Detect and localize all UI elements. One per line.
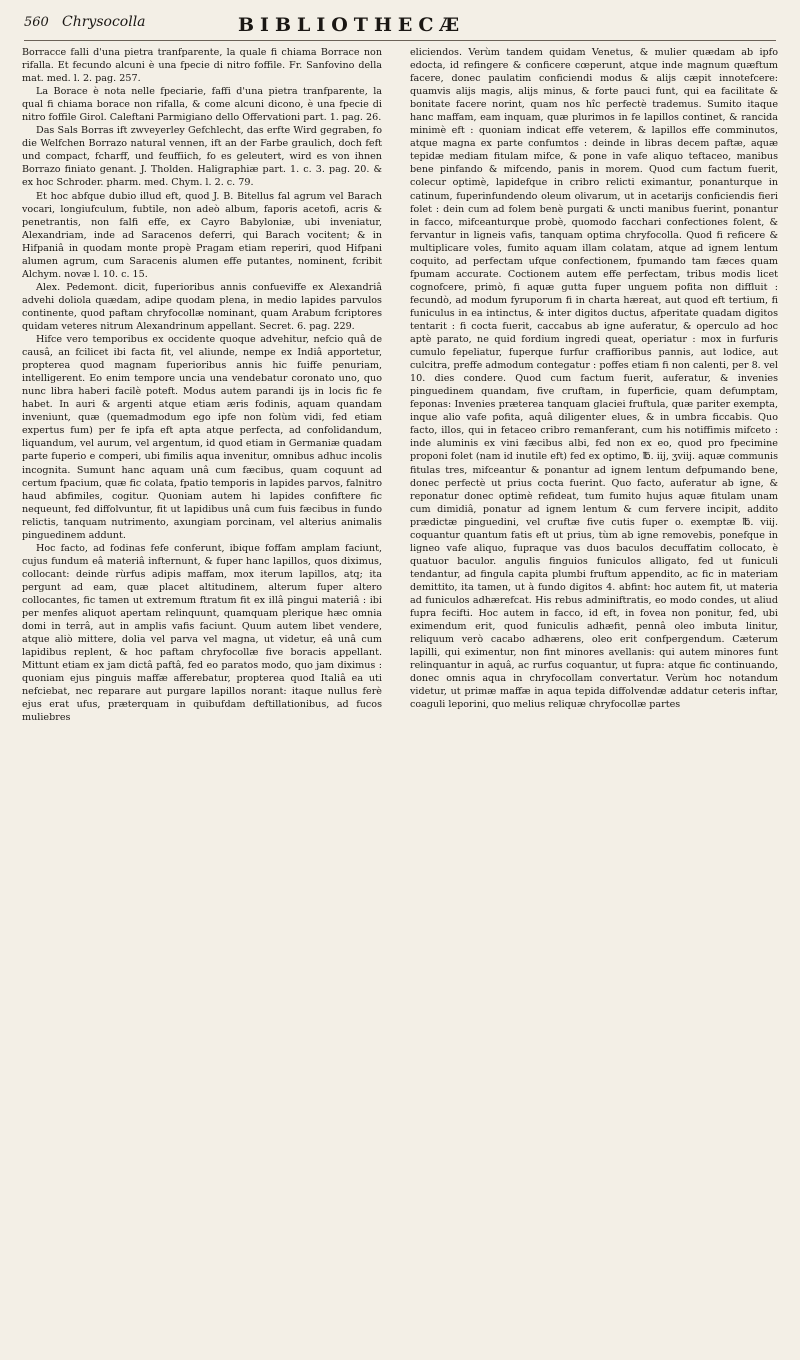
paragraph: Hoc facto, ad fodinas fefe conferunt, ibique foffam amplam faciunt, cujus fundum eâ materiâ infternunt, & fuper hanc lapillos, quos diximus, collocant: deinde rùrfus adipis maffam, mox iterum lapillos, atq; ita pergunt ad eam, quæ placet altitudinem, alterum fuper altero collocantes, fic tamen ut extremum ftratum fit ex illâ pingui materiâ : ibi per menfes aliquot apertam relinquunt, quamquam plerique hæc omnia domi in terrâ, aut in amplis vafis faciunt. Quum autem libet vendere, atque aliò mittere, dolia vel parva vel magna, ut videtur, eâ unâ cum lapidibus replent, & hoc paftam chryfocollæ five boracis appellant. Mittunt etiam ex jam dictâ paftâ, fed eo paratos modo, quo jam diximus : quoniam ejus pinguis maffæ afferebatur, propterea quod Italiâ ea uti nefciebat, nec reparare aut purgare lapillos norant: itaque nullus ferè ejus erat ufus, præterquam in quibufdam deftillationibus, ad fucos muliebres xyxy=(22,542,382,724)
paragraph: Alex. Pedemont. dicit, fuperioribus annis confueviffe ex Alexandriâ advehi doliola quædam, adipe quodam plena, in medio lapides parvulos continente, quod paftam chryfocollæ nominant, quam Arabum fcriptores quidam veteres nitrum Alexandrinum appellant. Secret. 6. pag. 229. xyxy=(22,281,382,332)
paragraph: Hifce vero temporibus ex occidente quoque advehitur, nefcio quâ de causâ, an fcilicet ibi facta fit, vel aliunde, nempe ex Indiâ apportetur, propterea quod magnam fuperioribus annis hic fuiffe penuriam, intelligerent. Eo enim tempore uncia una vendebatur coronato uno, quo nunc libra haberi facilè poteft. Modus autem parandi ijs in locis fic fe habet. In auri & argenti atque etiam æris fodinis, aquam quandam inveniunt, quæ (quemadmodum ego ipfe non folùm vidi, fed etiam expertus fum) per fe ipfa eft apta atque perfecta, ad confolidandum, liquandum, vel aurum, vel argentum, id quod etiam in Germaniæ quadam parte fuperio e comperi, ubi fimilis aqua invenitur, omnibus adhuc incolis incognita. Sumunt hanc aquam unâ cum fæcibus, quam coquunt ad certum fpacium, quæ fic colata, fpatio temporis in lapides parvos, falnitro haud abfimiles, cogitur. Quoniam autem hi lapides confiftere fic nequeunt, fed diffolvuntur, fit ut lapidibus unâ cum fuis fæcibus in fundo relictis, tanquam nutrimento, axungiam porcinam, vel alterius animalis pinguedinem addunt. xyxy=(22,334,382,541)
page-title: BIBLIOTHECÆ xyxy=(238,14,466,36)
running-head: Chrysocolla xyxy=(62,14,146,30)
header-rule xyxy=(24,40,776,41)
page-header xyxy=(24,14,776,40)
left-column xyxy=(22,46,382,1346)
paragraph: Borracce falli d'una pietra tranfparente, la quale fi chiama Borrace non rifalla. Et fecundo alcuni è una fpecie di nitro foffile. Fr. Sanfovino della mat. med. l. 2. pag. 257. xyxy=(22,47,382,85)
paragraph: Et hoc abfque dubio illud eft, quod J. B. Bitellus fal agrum vel Barach vocari, longiufculum, fubtile, non adeò album, faporis acetofi, acris & penetrantis, non falfi effe, ex Cayro Babyloniæ, ubi inveniatur, Alexandriam, inde ad Saracenos deferri, qui Barach vocitent; & in Hifpaniâ in quodam monte propè Pragam etiam reperiri, quod Hifpani alumen agrum, cum Saracenis alumen effe putantes, nominent, fcribit Alchym. novæ l. 10. c. 15. xyxy=(22,190,382,280)
paragraph: La Borace è nota nelle fpeciarie, faffi d'una pietra tranfparente, la qual fi chiama borace non rifalla, & come alcuni dicono, è una fpecie di nitro foffile Girol. Caleftani Parmigiano dello Offervationi part. 1. pag. 26. xyxy=(22,86,382,124)
paragraph: eliciendos. Verùm tandem quidam Venetus, & mulier quædam ab ipfo edocta, id refingere & conficere cœperunt, atque inde magnum quæftum facere, donec paulatim conficiendi modus & alijs cæpit innotefcere: quamvis alijs magis, alijs minus, & forte pauci funt, qui ea facilitate & bonitate facere norint, quam nos hîc perfectè trademus. Sumito itaque hanc maffam, eam inquam, quæ plurimos in fe lapillos continet, & rancida minimè eft : quoniam indicat effe veterem, & lapillos effe comminutos, atque magna ex parte confumtos : deinde in libras decem paftæ, aquæ tepidæ mediam fitulam mifce, & pone in vafe aliquo teftaceo, manibus bene pinfando & mifcendo, panis in morem. Quod cum factum fuerit, colecur optimè, lapidefque in cribro relicti eximantur, ponanturque in catinum, fuperinfundendo oleum olivarum, ut in acetarijs conficiendis fieri folet : dein cum ad folem benè purgati & uncti manibus fuerint, ponantur in facco, mifceanturque probè, quomodo facchari confectiones folent, & fervantur in ligneis vafis, tanquam optima chryfocolla. Quod fi reficere & multiplicare voles, fumito aquam illam colatam, atque ad ignem lentum coquito, ad perfectam ufque confectionem, fpumando tam fæces quam fpumam accurate. Coctionem autem effe perfectam, tribus modis licet cognofcere, primò, fi aquæ gutta fuper unguem pofita non diffluit : fecundò, ad modum fyruporum fi in charta hæreat, aut quod eft tertium, fi funiculus in ea intinctus, & inter digitos ductus, afperitate quadam digitos tentarit : fi cocta fuerit, caccabus ab igne auferatur, & operculo ad hoc aptè parato, ne quid fordium ingredi queat, operiatur : mox in furfuris cumulo fepeliatur, fuperque furfur craffioribus pannis, aut lodice, aut culcitra, preffe admodum contegatur : poffes etiam fi non calenti, per 8. vel 10. dies condere. Quod cum factum fuerit, auferatur, & invenies pinguedinem quandam, five cruftam, in fuperficie, quam defumptam, feponas: Invenies præterea tanquam glaciei fruftula, quæ pariter exempta, inque alio vafe pofita, aquâ diligenter elues, & in umbra ficcabis. Quo facto, illos, qui in fetaceo cribro remanferant, cum his notiffimis mifceto : inde aluminis ex vini fæcibus albi, fed non ex eo, quod pro fpecimine proponi folet (nam id inutile eft) fed ex optimo, ℔. iij, ʒviij. aquæ communis fitulas tres, mifceantur & ponantur ad ignem lentum defpumando bene, donec perfectè ut prius cocta fuerint. Quo facto, auferatur ab igne, & reponatur donec optimè refideat, tum fumito hujus aquæ fitulam unam cum dimidiâ, ponatur ad ignem lentum & cum fervere incipit, addito prædictæ pinguedini, vel cruftæ five cutis fuper o. exemptæ ℔. viij. coquantur quantum fatis eft ut prius, tùm ab igne removebis, ponefque in ligneo vafe aliquo, fupraque vas duos baculos decuffatim collocato, è quatuor baculor. angulis finguios funiculos alligato, fed ut funiculi tendantur, ad fingula capita plumbi fruftum appendito, ac fic in materiam demittito, ita tamen, ut à fundo digitos 4. abfint: hoc autem fit, ut materia ad funiculos adhærefcat. His rebus adminiftratis, eo modo condes, ut aliud fupra fecifti. Hoc autem in facco, id eft, in fovea non ponitur, fed, ubi eximendum erit, quod funiculis adhæfit, pennâ oleo imbuta linitur, reliquum verò cacabo adhærens, oleo erit confpergendum. Cæterum lapilli, qui eximentur, non fint minores avellanis: qui autem minores funt relinquantur in aquâ, ac rurfus coquantur, ut fupra: atque fic continuando, donec omnis aqua in chryfocollam convertatur. Verùm hoc notandum videtur, ut primæ maffæ in aqua tepida diffolvendæ addatur ceteris inftar, coaguli leporini, quo melius reliquæ chryfocollæ partes xyxy=(410,47,778,711)
paragraph: Das Sals Borras ift zwveyerley Gefchlecht, das erfte Wird gegraben, fo die Welfchen Borrazo natural vennen, ift an der Farbe graulich, doch feft und compact, fcharff, und feuffiich, fo es geleutert, wird es von ihnen Borrazo finiato genant. J. Tholden. Haligraphiæ part. 1. c. 3. pag. 20. & ex hoc Schroder. pharm. med. Chym. l. 2. c. 79. xyxy=(22,125,382,189)
page-number: 560 xyxy=(24,15,49,30)
right-column xyxy=(410,46,778,1346)
